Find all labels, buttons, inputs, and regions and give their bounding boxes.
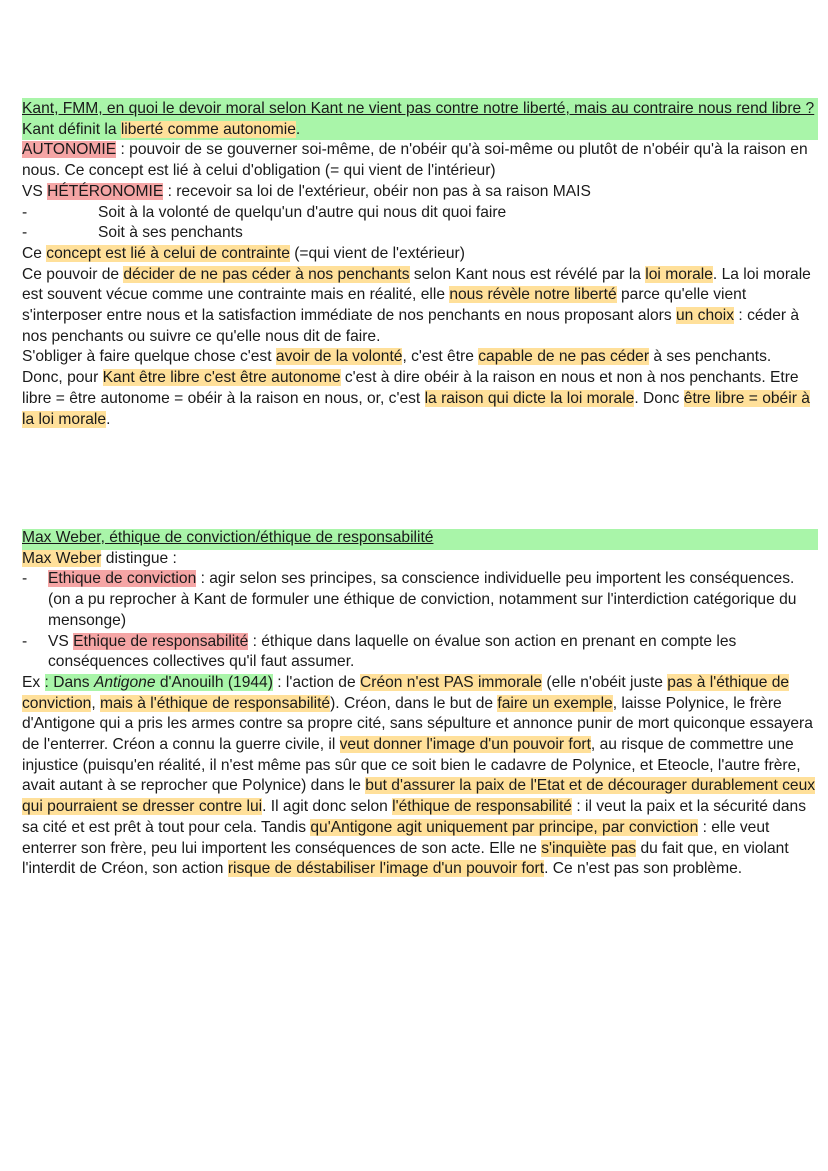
paragraph-autonomie: AUTONOMIE : pouvoir de se gouverner soi-même, de n'obéir qu'à soi-même ou plutôt de n'obéir qu'à la raison en nous. Ce concept est lié à celui d'obligation (= qui vient de l'intérieur) bbox=[22, 141, 808, 180]
list-item: - Soit à la volonté de quelqu'un d'autre qui nous dit quoi faire bbox=[22, 203, 818, 224]
list-item: - Soit à ses penchants bbox=[22, 223, 818, 244]
term-autonomie: AUTONOMIE bbox=[22, 141, 117, 159]
highlight: Max Weber bbox=[22, 549, 102, 567]
list-dash: - bbox=[22, 570, 28, 588]
paragraph-conclusion-kant: Donc, pour Kant être libre c'est être autonome c'est à dire obéir à la raison en nous et non à nos penchants. Etre libre = être autonome = obéir à la raison en nous, or, c'est la raison qui dicte la loi morale. Donc être libre = obéir à la loi morale. bbox=[22, 369, 810, 428]
highlight: but d'assurer la paix de l'Etat et de décourager durablement ceux qui pourraient se dresser contre lui bbox=[22, 777, 816, 816]
section2-title: Max Weber, éthique de conviction/éthique de responsabilité bbox=[22, 529, 434, 546]
list-dash: - bbox=[22, 224, 28, 242]
list-item: - Ethique de conviction : agir selon ses principes, sa conscience individuelle peu importent les conséquences. (on a pu reprocher à Kant de formuler une éthique de conviction, notamment sur l'interdiction catégorique du mensonge) bbox=[22, 570, 797, 629]
highlight: Kant être libre c'est être autonome bbox=[102, 369, 341, 387]
highlight-green: : Dans Antigone d'Anouilh (1944) bbox=[44, 673, 273, 691]
highlight: décider de ne pas céder à nos penchants bbox=[123, 265, 410, 283]
highlight: un choix bbox=[675, 307, 735, 325]
highlight: l'éthique de responsabilité bbox=[392, 798, 572, 816]
section1-title: Kant, FMM, en quoi le devoir moral selon Kant ne vient pas contre notre liberté, mais au contraire nous rend libre ? bbox=[22, 100, 815, 117]
highlight: pas à l'éthique de conviction bbox=[22, 673, 790, 712]
paragraph-kant-definition: Kant définit la liberté comme autonomie. bbox=[22, 120, 301, 138]
highlight: loi morale bbox=[645, 265, 713, 283]
highlight: Créon n'est PAS immorale bbox=[359, 673, 543, 691]
term-heteronomie: HÉTÉRONOMIE bbox=[47, 182, 164, 200]
highlight: s'inquiète pas bbox=[541, 839, 637, 857]
list-item: - VS Ethique de responsabilité : éthique dans laquelle on évalue son action en prenant en compte les conséquences collectives qu'il faut assumer. bbox=[22, 632, 737, 671]
highlight: faire un exemple bbox=[497, 694, 613, 712]
paragraph-contrainte: Ce concept est lié à celui de contrainte (=qui vient de l'extérieur) bbox=[22, 244, 465, 262]
highlight: mais à l'éthique de responsabilité bbox=[100, 694, 331, 712]
paragraph-heteronomie: VS HÉTÉRONOMIE : recevoir sa loi de l'extérieur, obéir non pas à sa raison MAIS bbox=[22, 182, 591, 200]
list-dash: - bbox=[22, 632, 28, 650]
paragraph-exemple-antigone: Ex : Dans Antigone d'Anouilh (1944) : l'action de Créon n'est PAS immorale (elle n'obéit juste pas à l'éthique de conviction, mais à l'éthique de responsabilité). Créon, dans le but de faire un exemple, laisse Polynice, le frère d'Antigone qui a pris les armes contre sa propre cité, sans sépulture et annonce punir de mort quiconque essayera de l'enterrer. Créon a connu la guerre civile, il veut donner l'image d'un pouvoir fort, au risque de commettre une injustice (puisqu'en réalité, il n'est même pas sûr que ce soit bien le cadavre de Polynice, et Eteocle, l'autre frère, avait autant à se reprocher que Polynice) dans le but d'assurer la paix de l'Etat et de décourager durablement ceux qui pourraient se dresser contre lui. Il agit donc selon l'éthique de responsabilité : il veut la paix et la sécurité dans sa cité et est prêt à tout pour cela. Tandis qu'Antigone agit uniquement par principe, par conviction : elle veut enterrer son frère, peu lui importent les conséquences de son acte. Elle ne s'inquiète pas du fait que, en violant l'interdit de Créon, son action risque de déstabiliser l'image d'un pouvoir fort. Ce n'est pas son problème. bbox=[22, 673, 816, 878]
highlight: concept est lié à celui de contrainte bbox=[46, 244, 290, 262]
paragraph-volonte: S'obliger à faire quelque chose c'est avoir de la volonté, c'est être capable de ne pas céder à ses penchants. bbox=[22, 348, 772, 366]
highlight: risque de déstabiliser l'image d'un pouvoir fort bbox=[227, 860, 545, 878]
highlight: liberté comme autonomie bbox=[120, 120, 296, 138]
highlight: capable de ne pas céder bbox=[478, 348, 650, 366]
section-weber bbox=[22, 528, 818, 880]
highlight: qu'Antigone agit uniquement par principe, par conviction bbox=[310, 818, 699, 836]
highlight: avoir de la volonté bbox=[275, 348, 403, 366]
highlight: être libre = obéir à la loi morale bbox=[22, 389, 810, 428]
highlight: la raison qui dicte la loi morale bbox=[424, 389, 635, 407]
term-ethique-responsabilite: Ethique de responsabilité bbox=[73, 632, 249, 650]
paragraph-loi-morale: Ce pouvoir de décider de ne pas céder à nos penchants selon Kant nous est révélé par la loi morale. La loi morale est souvent vécue comme une contrainte mais en réalité, elle nous révèle notre liberté parce qu'elle vient s'interposer entre nous et la satisfaction immédiate de nos penchants en nous proposant alors un choix : céder à nos penchants ou suivre ce qu'elle nous dit de faire. bbox=[22, 265, 811, 345]
list-dash: - bbox=[22, 203, 28, 221]
paragraph-weber-intro: Max Weber distingue : bbox=[22, 549, 177, 567]
term-ethique-conviction: Ethique de conviction bbox=[48, 570, 197, 588]
highlight: veut donner l'image d'un pouvoir fort bbox=[339, 736, 591, 754]
work-title-antigone: Antigone bbox=[93, 673, 156, 691]
highlight: nous révèle notre liberté bbox=[449, 286, 617, 304]
section-kant bbox=[22, 99, 818, 430]
